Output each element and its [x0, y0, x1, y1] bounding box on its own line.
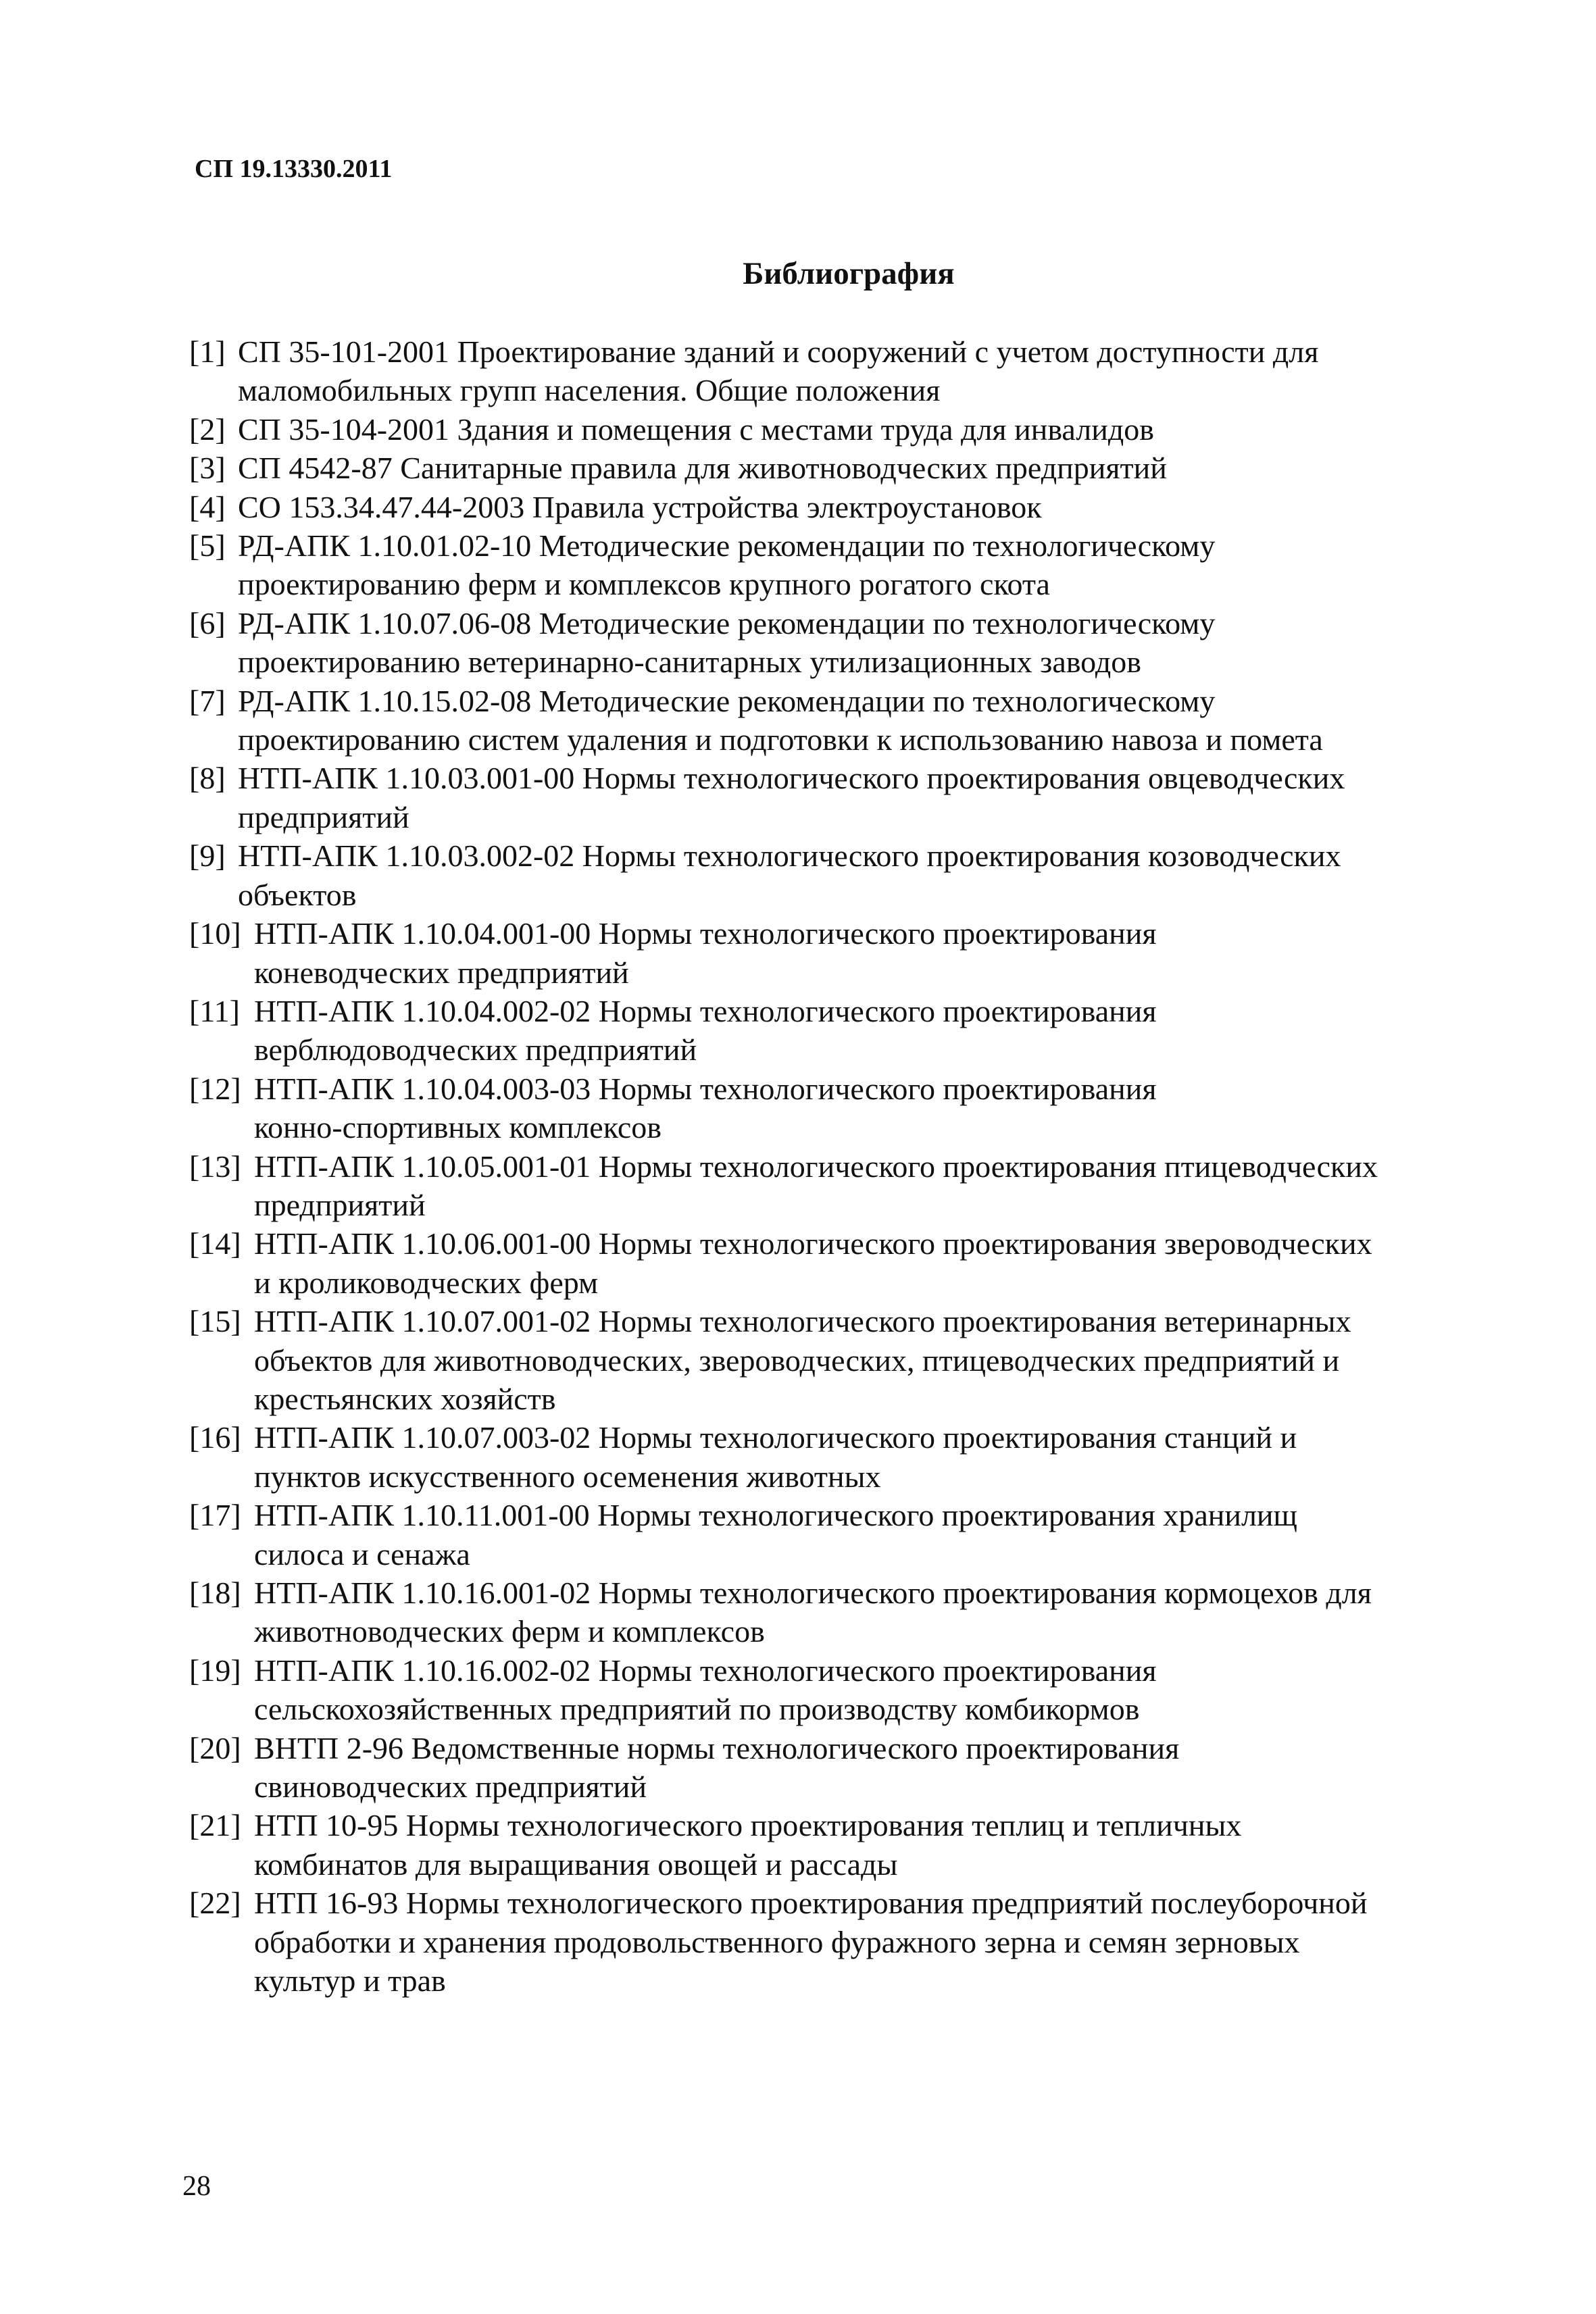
bibliography-entry — [189, 1496, 1453, 1574]
entry-line: НТП-АПК 1.10.04.002-02 Нормы технологического проектирования — [254, 993, 1157, 1028]
entry-number: [18] — [189, 1576, 241, 1610]
entry-line: и кролиководческих ферм — [254, 1265, 599, 1300]
entry-line: объектов для животноводческих, звероводческих, птицеводческих предприятий и — [254, 1342, 1340, 1378]
entry-line: НТП-АПК 1.10.05.001-01 Нормы технологического проектирования птицеводческих — [254, 1149, 1378, 1184]
entry-number: [21] — [189, 1808, 241, 1843]
entry-line: НТП-АПК 1.10.03.002-02 Нормы технологического проектирования козоводческих — [238, 838, 1341, 874]
entry-number: [2] — [189, 411, 226, 447]
entry-line: силоса и сенажа — [254, 1536, 470, 1571]
entry-line: культур и трав — [254, 1963, 446, 1998]
entry-line: предприятий — [238, 799, 409, 834]
bibliography-entry — [189, 1651, 1453, 1729]
entry-number: [16] — [189, 1420, 241, 1455]
document-code: СП 19.13330.2011 — [195, 155, 393, 183]
bibliography-entry — [189, 1574, 1453, 1651]
entry-line: РД-АПК 1.10.15.02-08 Методические рекомендации по технологическому — [238, 683, 1216, 718]
bibliography-entry — [189, 992, 1453, 1070]
entry-line: предприятий — [254, 1187, 426, 1222]
bibliography-list — [189, 332, 1453, 2000]
entry-number: [11] — [189, 993, 240, 1028]
entry-line: СП 35-101-2001 Проектирование зданий и сооружений с учетом доступности для — [238, 334, 1319, 369]
entry-number: [13] — [189, 1149, 241, 1184]
entry-line: объектов — [238, 877, 357, 912]
entry-line: НТП 10-95 Нормы технологического проектирования теплиц и тепличных — [254, 1808, 1242, 1843]
entry-line: НТП-АПК 1.10.16.002-02 Нормы технологического проектирования — [254, 1653, 1157, 1688]
bibliography-entry — [189, 759, 1453, 836]
entry-number: [7] — [189, 683, 226, 718]
entry-line: НТП-АПК 1.10.03.001-00 Нормы технологического проектирования овцеводческих — [238, 761, 1345, 796]
entry-number: [15] — [189, 1304, 241, 1339]
entry-line: РД-АПК 1.10.01.02-10 Методические рекомендации по технологическому — [238, 528, 1216, 563]
entry-line: пунктов искусственного осеменения животных — [254, 1459, 881, 1494]
entry-line: НТП-АПК 1.10.11.001-00 Нормы технологического проектирования хранилищ — [254, 1498, 1297, 1533]
entry-line: свиноводческих предприятий — [254, 1769, 647, 1805]
entry-line: НТП-АПК 1.10.06.001-00 Нормы технологического проектирования звероводческих — [254, 1226, 1372, 1261]
entry-line: проектированию ферм и комплексов крупного рогатого скота — [238, 567, 1050, 602]
bibliography-entry — [189, 526, 1453, 604]
bibliography-entry — [189, 604, 1453, 682]
bibliography-entry — [189, 1224, 1453, 1302]
entry-line: сельскохозяйственных предприятий по производству комбикормов — [254, 1692, 1140, 1727]
bibliography-entry — [189, 1302, 1453, 1418]
entry-number: [12] — [189, 1071, 241, 1106]
entry-line: проектированию систем удаления и подготовки к использованию навоза и помета — [238, 722, 1323, 757]
bibliography-entry — [189, 1884, 1453, 2000]
page-number: 28 — [182, 2171, 211, 2202]
entry-number: [1] — [189, 334, 226, 369]
bibliography-entry — [189, 1418, 1453, 1496]
entry-number: [3] — [189, 451, 226, 486]
bibliography-entry — [189, 1147, 1453, 1225]
entry-number: [14] — [189, 1226, 241, 1261]
entry-line: ВНТП 2-96 Ведомственные нормы технологического проектирования — [254, 1730, 1180, 1765]
entry-line: маломобильных групп населения. Общие положения — [238, 373, 941, 408]
entry-line: РД-АПК 1.10.07.06-08 Методические рекомендации по технологическому — [238, 605, 1216, 640]
entry-line: комбинатов для выращивания овощей и рассады — [254, 1846, 898, 1882]
bibliography-entry — [189, 1070, 1453, 1147]
entry-line: животноводческих ферм и комплексов — [254, 1614, 765, 1649]
bibliography-entry — [189, 488, 1453, 526]
entry-number: [4] — [189, 489, 226, 524]
entry-line: СО 153.34.47.44-2003 Правила устройства электроустановок — [238, 489, 1042, 524]
entry-number: [8] — [189, 761, 226, 796]
entry-line: НТП-АПК 1.10.07.001-02 Нормы технологического проектирования ветеринарных — [254, 1304, 1351, 1339]
entry-number: [10] — [189, 916, 241, 951]
entry-line: СП 4542-87 Санитарные правила для животноводческих предприятий — [238, 451, 1167, 486]
entry-line: НТП-АПК 1.10.07.003-02 Нормы технологического проектирования станций и — [254, 1420, 1297, 1455]
bibliography-entry — [189, 1729, 1453, 1807]
bibliography-entry — [189, 449, 1453, 487]
bibliography-entry — [189, 682, 1453, 759]
bibliography-entry — [189, 914, 1453, 992]
entry-line: НТП 16-93 Нормы технологического проектирования предприятий послеуборочной — [254, 1886, 1368, 1921]
entry-line: конно-спортивных комплексов — [254, 1110, 662, 1145]
bibliography-entry — [189, 410, 1453, 449]
entry-line: СП 35-104-2001 Здания и помещения с местами труда для инвалидов — [238, 411, 1154, 447]
section-title: Библиография — [743, 256, 955, 291]
entry-line: обработки и хранения продовольственного фуражного зерна и семян зерновых — [254, 1924, 1300, 1959]
entry-line: проектированию ветеринарно-санитарных утилизационных заводов — [238, 645, 1141, 680]
entry-number: [6] — [189, 605, 226, 640]
entry-line: НТП-АПК 1.10.16.001-02 Нормы технологического проектирования кормоцехов для — [254, 1576, 1372, 1610]
entry-line: НТП-АПК 1.10.04.003-03 Нормы технологического проектирования — [254, 1071, 1157, 1106]
entry-line: НТП-АПК 1.10.04.001-00 Нормы технологического проектирования — [254, 916, 1157, 951]
bibliography-entry — [189, 332, 1453, 410]
entry-number: [20] — [189, 1730, 241, 1765]
entry-line: крестьянских хозяйств — [254, 1381, 556, 1416]
entry-number: [17] — [189, 1498, 241, 1533]
entry-line: коневодческих предприятий — [254, 955, 629, 990]
bibliography-entry — [189, 1806, 1453, 1884]
bibliography-entry — [189, 836, 1453, 914]
entry-number: [22] — [189, 1886, 241, 1921]
entry-number: [19] — [189, 1653, 241, 1688]
entry-number: [5] — [189, 528, 226, 563]
entry-number: [9] — [189, 838, 226, 874]
entry-line: верблюдоводческих предприятий — [254, 1032, 697, 1067]
